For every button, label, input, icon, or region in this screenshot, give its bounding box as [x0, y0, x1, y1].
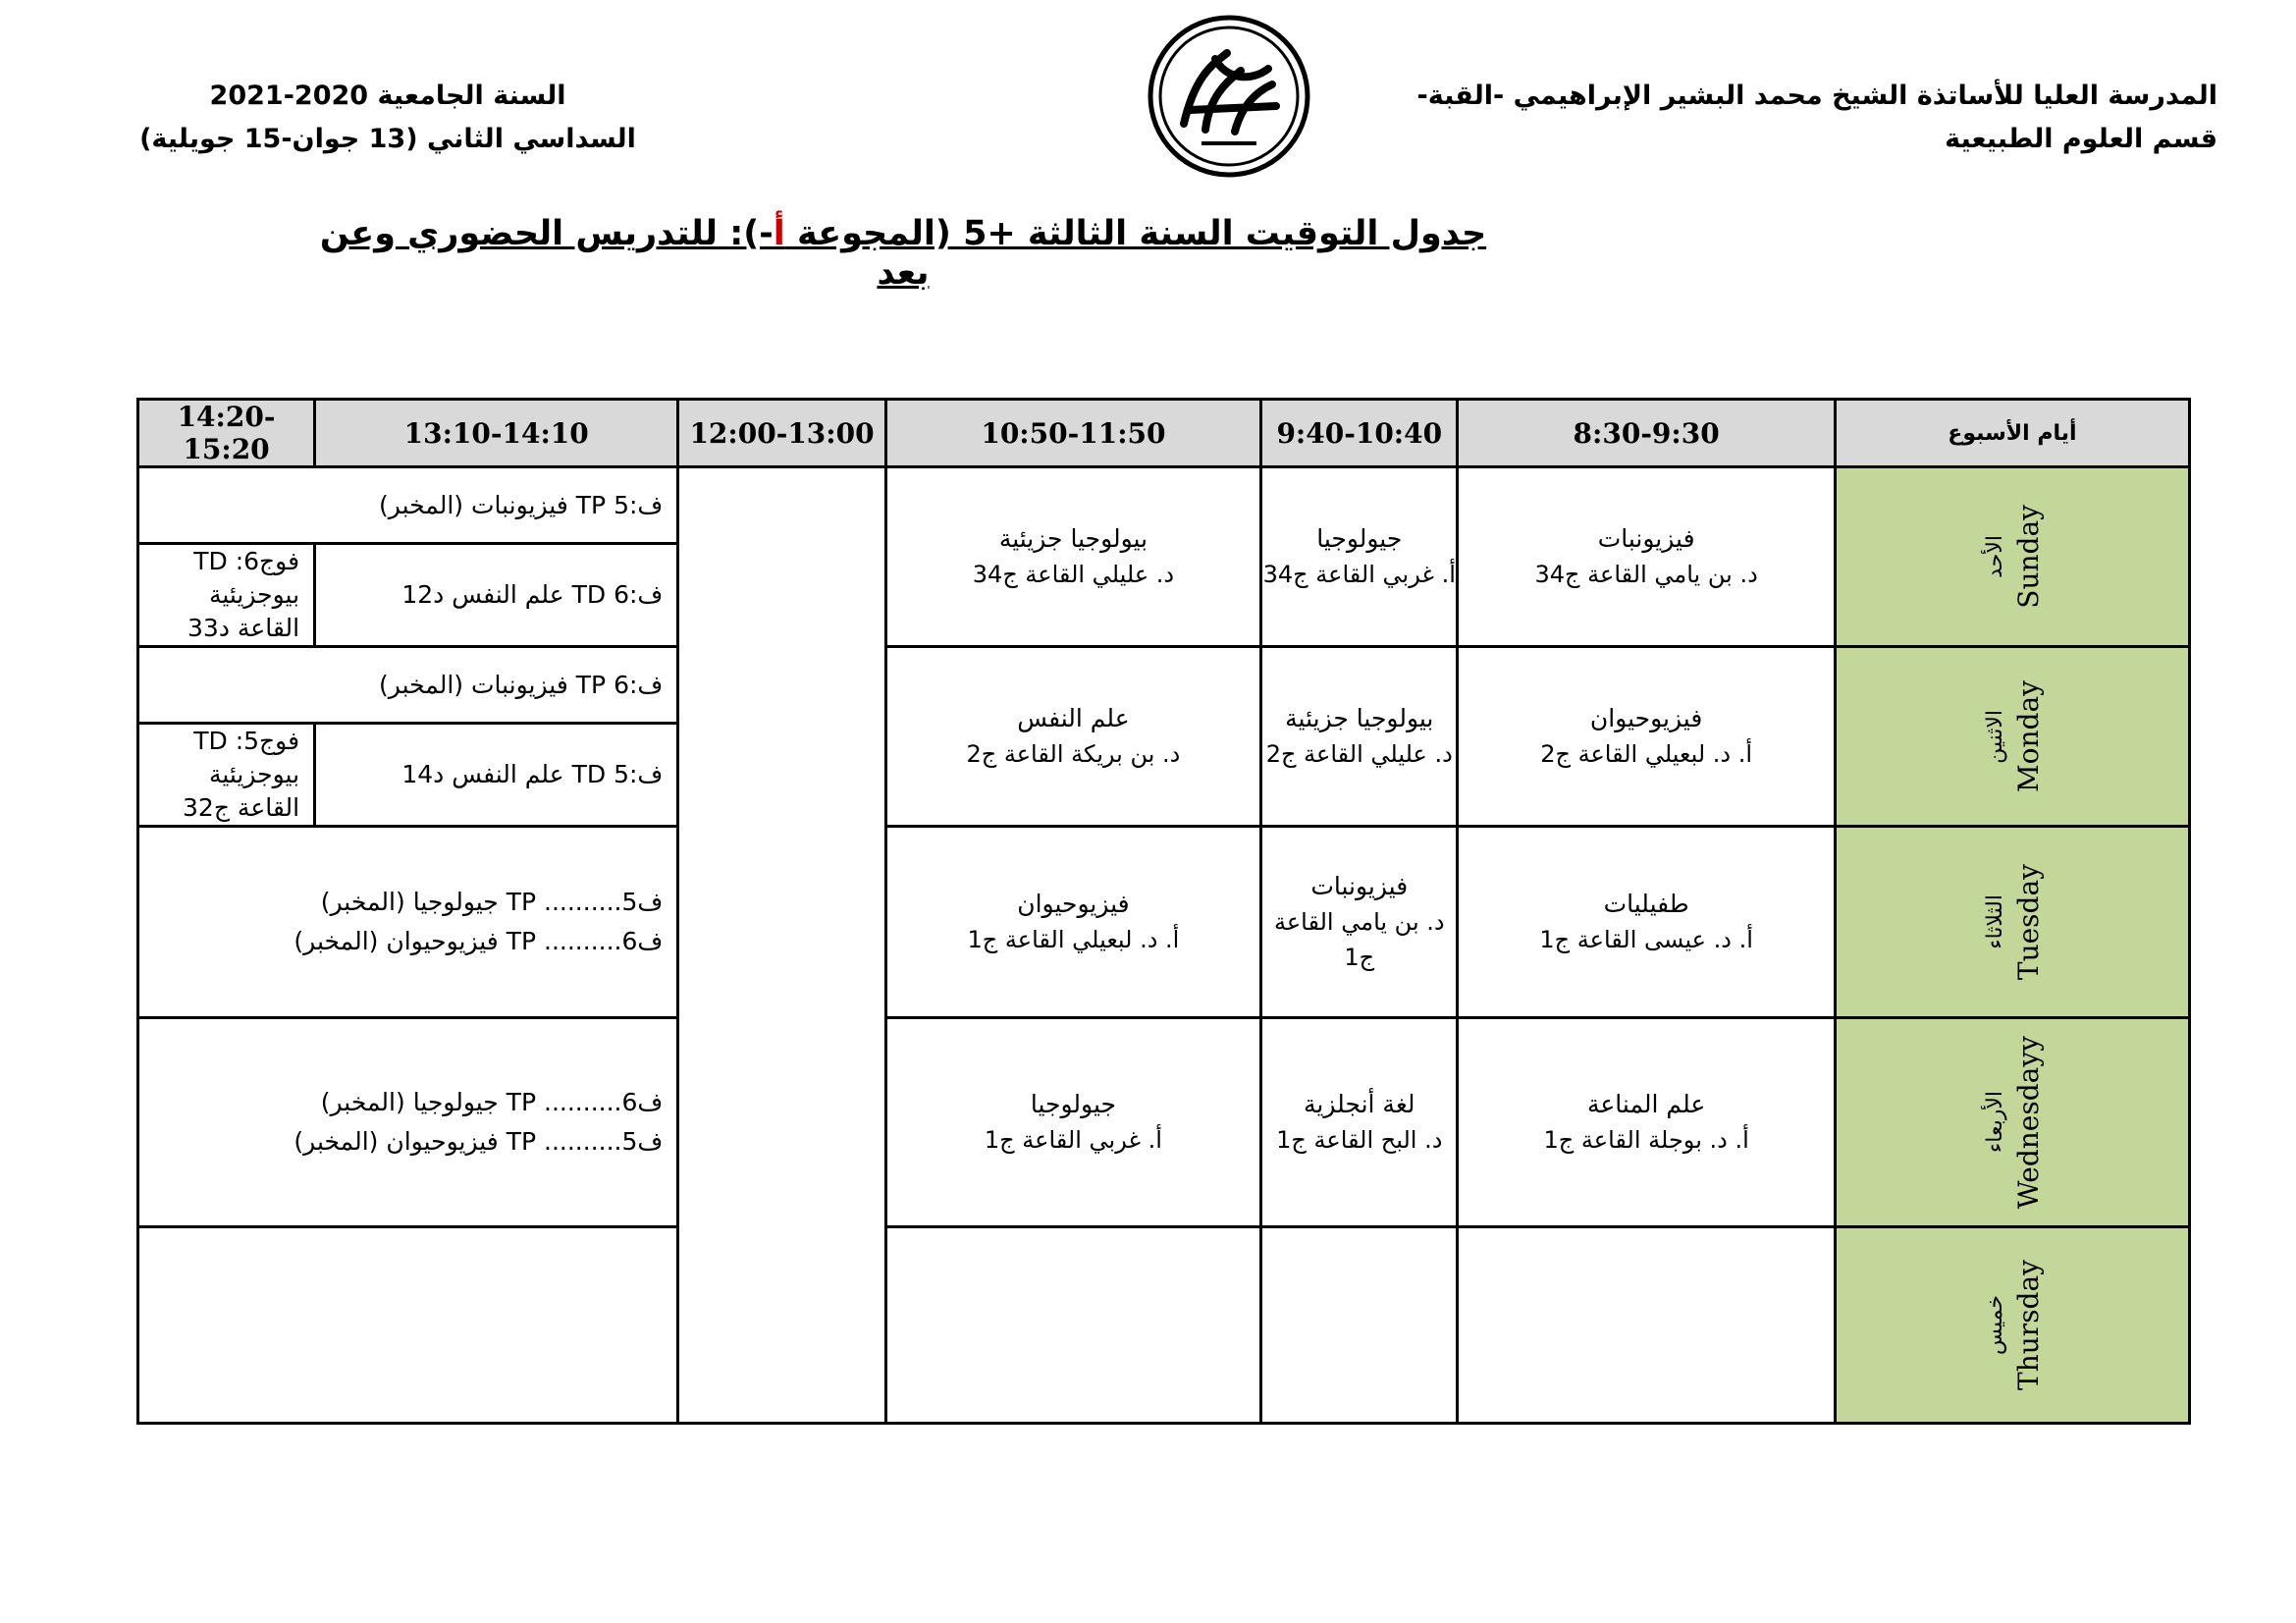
table-row — [138, 1018, 2190, 1227]
department-name: قسم العلوم الطبيعية — [1945, 124, 2217, 154]
sunday-pm-tp: ف:5 TP فيزيونبات (المخبر) — [138, 467, 678, 544]
monday-pm-td2: فوج5: TD بيوجزيئية القاعة ج32 — [138, 724, 315, 827]
school-name: المدرسة العليا للأساتذة الشيخ محمد البشير الإبراهيمي -القبة- — [1416, 81, 2217, 111]
subject: فيزيونبات — [1597, 524, 1695, 553]
monday-slot-2 — [1261, 647, 1458, 827]
tuesday-slot-2 — [1261, 827, 1458, 1018]
break-column — [678, 467, 885, 1424]
day-tuesday — [1835, 827, 2189, 1018]
subject: بيولوجيا جزيئية — [1285, 704, 1434, 732]
teacher-room: د. عليلي القاعة ج34 — [972, 561, 1175, 588]
tuesday-slot-1 — [1458, 827, 1835, 1018]
slot-header: 9:40-10:40 — [1261, 400, 1458, 467]
sunday-pm-td1: ف:6 TD علم النفس د12 — [315, 544, 678, 647]
subject: جيولوجيا — [1030, 1090, 1116, 1118]
day-en: Wednesdayy — [2011, 1035, 2045, 1210]
thursday-slot-3 — [885, 1227, 1260, 1424]
subject: علم النفس — [1017, 704, 1130, 732]
slot-header: 10:50-11:50 — [885, 400, 1260, 467]
slot-header: 12:00-13:00 — [678, 400, 885, 467]
day-monday — [1835, 647, 2189, 827]
day-thursday — [1835, 1227, 2189, 1424]
sunday-slot-3 — [885, 467, 1260, 647]
thursday-slot-1 — [1458, 1227, 1835, 1424]
tuesday-pm — [138, 827, 678, 1018]
thursday-pm — [138, 1227, 678, 1424]
day-ar: الاثنين — [1982, 709, 2007, 764]
subject: جيولوجيا — [1316, 524, 1403, 553]
subject: فيزيونبات — [1310, 872, 1409, 900]
teacher-room: د. بن يامي القاعة ج34 — [1534, 561, 1758, 588]
teacher-room: أ. غربي القاعة ج1 — [984, 1126, 1162, 1154]
sunday-slot-2 — [1261, 467, 1458, 647]
teacher-room: أ. د. لبعيلي القاعة ج1 — [967, 926, 1180, 953]
school-header — [1417, 75, 2217, 161]
tuesday-pm-line-2: ف6.......... TP فيزيوحيوان (المخبر) — [294, 927, 664, 955]
title-text-after: -): للتدريس الحضوري وعن بعد — [319, 214, 930, 293]
subject: بيولوجيا جزيئية — [998, 524, 1148, 553]
timetable — [136, 398, 2191, 1425]
slot-header: 14:20-15:20 — [138, 400, 315, 467]
school-calligraphy-seal-icon — [1147, 14, 1311, 179]
subject: فيزيوحيوان — [1017, 890, 1130, 918]
title-text-before: جدول التوقيت السنة الثالثة +5 (المجوعة — [784, 214, 1487, 253]
monday-slot-3 — [885, 647, 1260, 827]
tuesday-pm-line-1: ف5.......... TP جيولوجيا (المخبر) — [320, 888, 664, 916]
title-group-letter: أ — [773, 214, 785, 253]
page-title — [294, 214, 1512, 293]
semester: السداسي الثاني (13 جوان-15 جويلية) — [139, 124, 636, 154]
thursday-slot-2 — [1261, 1227, 1458, 1424]
wednesday-pm — [138, 1018, 678, 1227]
days-header: أيام الأسبوع — [1835, 400, 2189, 467]
monday-pm-tp: ف:6 TP فيزيونبات (المخبر) — [138, 647, 678, 724]
monday-slot-1 — [1458, 647, 1835, 827]
day-sunday — [1835, 467, 2189, 647]
day-wednesday — [1835, 1018, 2189, 1227]
wednesday-pm-line-2: ف5.......... TP فيزيوحيوان (المخبر) — [294, 1127, 664, 1156]
wednesday-pm-line-1: ف6.......... TP جيولوجيا (المخبر) — [320, 1088, 664, 1116]
sunday-pm-td2: فوج6: TD بيوجزيئية القاعة د33 — [138, 544, 315, 647]
day-en: Monday — [2011, 680, 2045, 792]
tuesday-slot-3 — [885, 827, 1260, 1018]
table-header-row — [138, 400, 2190, 467]
table-row — [138, 647, 2190, 724]
teacher-room: أ. د. عيسى القاعة ج1 — [1539, 926, 1753, 953]
day-en: Sunday — [2011, 505, 2045, 609]
teacher-room: د. عليلي القاعة ج2 — [1265, 740, 1453, 768]
monday-pm-td1: ف:5 TD علم النفس د14 — [315, 724, 678, 827]
subject: فيزيوحيوان — [1589, 704, 1703, 732]
slot-header: 8:30-9:30 — [1458, 400, 1835, 467]
table-row — [138, 467, 2190, 544]
day-ar: الثلاثاء — [1982, 894, 2007, 949]
day-ar: خميس — [1982, 1294, 2007, 1355]
sunday-slot-1 — [1458, 467, 1835, 647]
academic-period — [137, 75, 638, 161]
subject: طفيليات — [1603, 890, 1689, 918]
table-row — [138, 827, 2190, 1018]
subject: علم المناعة — [1586, 1090, 1706, 1118]
teacher-room: أ. د. بوجلة القاعة ج1 — [1543, 1126, 1749, 1154]
wednesday-slot-2 — [1261, 1018, 1458, 1227]
teacher-room: أ. غربي القاعة ج34 — [1262, 561, 1456, 588]
day-en: Thursday — [2011, 1260, 2045, 1390]
academic-year: السنة الجامعية 2020-2021 — [209, 81, 566, 111]
day-ar: الأحد — [1982, 535, 2007, 578]
day-ar: الأربعاء — [1982, 1091, 2007, 1154]
subject: لغة أنجلزية — [1304, 1090, 1415, 1118]
day-en: Tuesday — [2011, 863, 2045, 981]
wednesday-slot-3 — [885, 1018, 1260, 1227]
teacher-room: د. بن يامي القاعة ج1 — [1273, 908, 1445, 971]
teacher-room: د. البح القاعة ج1 — [1276, 1126, 1443, 1154]
slot-header: 13:10-14:10 — [315, 400, 678, 467]
teacher-room: د. بن بريكة القاعة ج2 — [966, 740, 1181, 768]
teacher-room: أ. د. لبعيلي القاعة ج2 — [1540, 740, 1753, 768]
wednesday-slot-1 — [1458, 1018, 1835, 1227]
table-row — [138, 1227, 2190, 1424]
